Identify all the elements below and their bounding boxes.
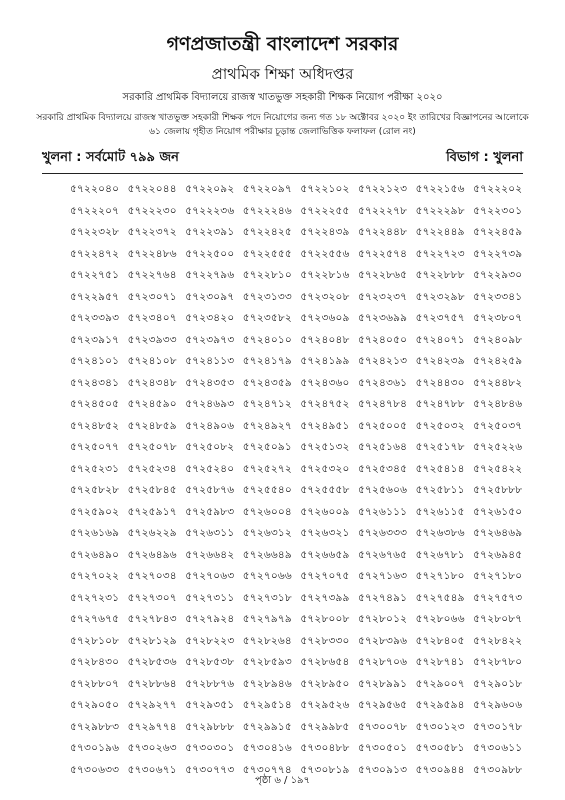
roll-number-cell: ৫৭২৫৩৪৫ — [357, 462, 408, 475]
roll-number-cell: ৫৭২২৩২৮ — [70, 226, 120, 239]
roll-number-cell: ৫৭২৫০৭৭ — [70, 441, 120, 454]
roll-number-cell: ৫৭২২৫০০ — [185, 247, 235, 260]
roll-number-cell: ৫৭২২৩৭২ — [127, 226, 177, 239]
roll-number-cell: ৫৭২৮৪২২ — [473, 634, 523, 647]
roll-number-cell: ৫৭২৪৮৫২ — [70, 419, 120, 432]
roll-number-cell: ৫৭২২৫৫৫ — [242, 247, 292, 260]
roll-number-cell: ৫৭২৪৯৫১ — [300, 419, 350, 432]
roll-number-cell: ৫৭২২২০২ — [473, 183, 523, 196]
roll-number-cell: ৫৭২৮৮৬৪ — [127, 677, 177, 690]
roll-number-cell: ৫৭২৭০৬৩ — [185, 570, 235, 583]
roll-number-cell: ৫৭২৭৫৭৩ — [473, 591, 523, 604]
roll-number-cell: ৫৭২২৭৩৯ — [473, 247, 523, 260]
roll-number-cell: ৫৭২৪০৯৮ — [473, 333, 523, 346]
roll-number-cell: ৫৭২৮০০৮ — [300, 613, 350, 626]
roll-number-cell: ৫৭২৫৫৫৮ — [300, 484, 350, 497]
roll-number-cell: ৫৭২৪৭৮৮ — [415, 398, 465, 411]
roll-number-cell: ৫৭২২৮১৬ — [300, 269, 350, 282]
roll-number-cell: ৫৭২৭৫৪৯ — [415, 591, 465, 604]
roll-number-cell: ৫৭২৭০৬৬ — [242, 570, 292, 583]
roll-number-cell: ৫৭২৯৬০৬ — [473, 699, 523, 712]
roll-number-cell: ৫৭২৩৭৫৭ — [415, 312, 465, 325]
roll-number-cell: ৫৭২৬০০৯ — [300, 505, 350, 518]
roll-number-cell: ৫৭২২৯৫৭ — [70, 290, 120, 303]
roll-number-cell: ৫৭৩০৫৮১ — [415, 742, 465, 755]
roll-number-cell: ৫৭২৪২৫৯ — [473, 355, 523, 368]
roll-number-cell: ৫৭২৪০৫০ — [357, 333, 408, 346]
roll-number-cell: ৫৭২৯৫৯৪ — [415, 699, 465, 712]
roll-number-cell: ৫৭২২৩০১ — [473, 204, 523, 217]
roll-number-cell: ৫৭২৪৩৫৩ — [185, 376, 235, 389]
roll-number-cell: ৫৭২৪৭৫২ — [300, 398, 350, 411]
roll-number-cell: ৫৭২৬২২৯ — [127, 527, 177, 540]
roll-number-cell: ৫৭২৫২২৬ — [473, 441, 523, 454]
roll-number-cell: ৫৭২২২৯৮ — [415, 204, 465, 217]
roll-number-cell: ৫৭২৬৩২১ — [300, 527, 350, 540]
roll-number-cell: ৫৭২৮৩৩০ — [300, 634, 350, 647]
roll-number-cell: ৫৭২৫৮১১ — [415, 484, 465, 497]
roll-number-cell: ৫৭৩০৬৩৩ — [70, 763, 120, 776]
header-divider — [42, 173, 523, 174]
roll-number-cell: ৫৭২৭৯৭৯ — [242, 613, 292, 626]
roll-number-cell: ৫৭২৫১৭৮ — [415, 441, 465, 454]
roll-number-cell: ৫৭২৬৩৩৩ — [357, 527, 408, 540]
roll-number-cell: ৫৭২৮২৬৪ — [242, 634, 292, 647]
roll-number-cell: ৫৭২৩০৭১ — [127, 290, 177, 303]
roll-number-cell: ৫৭২৫০৯১ — [242, 441, 292, 454]
roll-number-cell: ৫৭২৫৮৪৫ — [127, 484, 177, 497]
roll-number-cell: ৫৭২৭৯২৪ — [185, 613, 235, 626]
roll-number-cell: ৫৭২৪৬৯৩ — [185, 398, 235, 411]
roll-number-cell: ৫৭২৪১০৮ — [127, 355, 177, 368]
roll-number-cell: ৫৭২৮৭০৬ — [357, 656, 408, 669]
roll-number-cell: ৫৭২৯০০৭ — [415, 677, 465, 690]
roll-number-cell: ৫৭২৭০৩৪ — [127, 570, 177, 583]
roll-number-cell: ৫৭২৬০০৪ — [242, 505, 292, 518]
roll-number-cell: ৫৭২৬১১১ — [357, 505, 408, 518]
roll-number-cell: ৫৭২৩৯১৭ — [70, 333, 120, 346]
roll-number-cell: ৫৭২৫৪২২ — [473, 462, 523, 475]
roll-number-cell: ৫৭২২২০৭ — [70, 204, 120, 217]
roll-number-cell: ৫৭২৬৩৮৬ — [415, 527, 465, 540]
roll-number-cell: ৫৭২২৪৭২ — [70, 247, 120, 260]
roll-number-cell: ৫৭২৭১৬৩ — [357, 570, 408, 583]
district-header — [42, 148, 523, 168]
roll-number-cell: ৫৭৩০৯১৩ — [357, 763, 408, 776]
roll-number-cell: ৫৭২৪৫০৫ — [70, 398, 120, 411]
district-total-label: খুলনা : সর্বমোট ৭৯৯ জন — [42, 150, 179, 165]
roll-number-cell: ৫৭৩০১২৩ — [415, 720, 465, 733]
roll-number-cell: ৫৭২২৮৬৫ — [357, 269, 408, 282]
roll-number-cell: ৫৭৩০৫০১ — [357, 742, 408, 755]
roll-number-cell: ৫৭২২৫৭৪ — [357, 247, 408, 260]
government-title: গণপ্রজাতন্ত্রী বাংলাদেশ সরকার — [166, 33, 399, 55]
roll-number-cell: ৫৭২৭০৭৫ — [300, 570, 350, 583]
roll-number-cell: ৫৭২২০৪৪ — [127, 183, 177, 196]
roll-number-cell: ৫৭২৫০৩২ — [415, 419, 465, 432]
roll-number-cell: ৫৭২৩১৩৩ — [242, 290, 292, 303]
roll-number-cell: ৫৭২৬১১৫ — [415, 505, 465, 518]
roll-number-cell: ৫৭২৮৮০৭ — [70, 677, 120, 690]
roll-number-cell: ৫৭২৮৮৭৬ — [185, 677, 235, 690]
roll-number-cell: ৫৭২২২৫৫ — [300, 204, 350, 217]
roll-number-cell: ৫৭২৬৩১১ — [185, 527, 235, 540]
roll-number-cell: ৫৭২৮৫৩৮ — [185, 656, 235, 669]
roll-number-cell: ৫৭২২২৭৮ — [357, 204, 408, 217]
roll-number-cell: ৫৭২২২৩৬ — [185, 204, 235, 217]
roll-number-cell: ৫৭২৩৩৯৩ — [70, 312, 120, 325]
roll-number-cell: ৫৭২৭৩১১ — [185, 591, 235, 604]
roll-number-cell: ৫৭২৯৫১৪ — [242, 699, 292, 712]
roll-number-cell: ৫৭২২৭৫১ — [70, 269, 120, 282]
roll-number-cell: ৫৭২২১০২ — [300, 183, 350, 196]
roll-number-cell: ৫৭২৫৬০৬ — [357, 484, 408, 497]
roll-number-cell: ৫৭২২৭৬৪ — [127, 269, 177, 282]
roll-number-cell: ৫৭২৯২৭৭ — [127, 699, 177, 712]
roll-number-cell: ৫৭২৯০৫০ — [70, 699, 120, 712]
roll-number-cell: ৫৭২৮২২৩ — [185, 634, 235, 647]
roll-number-cell: ৫৭২৮৩৯৬ — [357, 634, 408, 647]
roll-number-cell: ৫৭২৫০০৫ — [357, 419, 408, 432]
roll-number-cell: ৫৭২৩৬০৯ — [300, 312, 350, 325]
roll-number-cell: ৫৭২৭৪৯১ — [357, 591, 408, 604]
roll-number-cell: ৫৭২৬৪৯০ — [70, 548, 120, 561]
roll-number-cell: ৫৭২৯৫২৬ — [300, 699, 350, 712]
roll-number-cell: ৫৭২৫১৩২ — [300, 441, 350, 454]
roll-number-cell: ৫৭২৪১১৩ — [185, 355, 235, 368]
roll-number-cell: ৫৭২২৪২৫ — [242, 226, 292, 239]
roll-number-cell: ৫৭২২২৩০ — [127, 204, 177, 217]
roll-number-cell: ৫৭৩০৮১৯ — [300, 763, 350, 776]
roll-number-cell: ৫৭৩০৬৭১ — [127, 763, 177, 776]
roll-number-cell: ৫৭২২৮৮৮ — [415, 269, 465, 282]
roll-number-cell: ৫৭২২০৯২ — [185, 183, 235, 196]
roll-number-cell: ৫৭২৪০১০ — [242, 333, 292, 346]
roll-number-cell: ৫৭২৯৯১৫ — [242, 720, 292, 733]
roll-number-cell: ৫৭২৮৭৮০ — [473, 656, 523, 669]
roll-number-cell: ৫৭২৪৮৫৯ — [127, 419, 177, 432]
roll-number-cell: ৫৭২২৪৫৯ — [473, 226, 523, 239]
roll-number-cell: ৫৭২৬৪৯৬ — [127, 548, 177, 561]
roll-number-cell: ৫৭২৪১৭৯ — [242, 355, 292, 368]
roll-number-cell: ৫৭২৫২৩৪ — [127, 462, 177, 475]
page-number: পৃষ্ঠা ৬ / ১৯৭ — [254, 775, 311, 786]
roll-number-cell: ৫৭২৩৩৪১ — [473, 290, 523, 303]
roll-number-cell: ৫৭২২০৯৭ — [242, 183, 292, 196]
roll-number-cell: ৫৭২৮৯৯১ — [357, 677, 408, 690]
roll-number-cell: ৫৭২৪৩৫৯ — [242, 376, 292, 389]
roll-number-cell: ৫৭২৩৯৭৩ — [185, 333, 235, 346]
roll-number-cell: ৫৭২২৪৩৯ — [300, 226, 350, 239]
roll-number-cell: ৫৭২৪২৩৯ — [415, 355, 465, 368]
roll-number-cell: ৫৭২৪০৭১ — [415, 333, 465, 346]
roll-number-cell: ৫৭২৬৪৬৯ — [473, 527, 523, 540]
roll-number-cell: ৫৭২৫২৩১ — [70, 462, 120, 475]
roll-number-cell: ৫৭৩০৬১১ — [473, 742, 523, 755]
roll-number-cell: ৫৭২৩২৩৭ — [357, 290, 408, 303]
roll-number-cell: ৫৭২৪১০১ — [70, 355, 120, 368]
roll-number-cell: ৫৭২২৮১০ — [242, 269, 292, 282]
roll-number-cell: ৫৭২৯৫৬৫ — [357, 699, 408, 712]
roll-number-cell: ৫৭২৮৫৯৩ — [242, 656, 292, 669]
roll-number-cell: ৫৭২৫১৬৪ — [357, 441, 408, 454]
roll-number-cell: ৫৭২৮১০৮ — [70, 634, 120, 647]
roll-number-cell: ৫৭২৬৬৪৯ — [242, 548, 292, 561]
roll-number-cell: ৫৭২২৫৫৬ — [300, 247, 350, 260]
roll-number-cell: ৫৭২৪৪৮২ — [473, 376, 523, 389]
roll-number-cell: ৫৭২৭৬৭৫ — [70, 613, 120, 626]
roll-number-cell: ৫৭২৩২৯৮ — [415, 290, 465, 303]
roll-number-cell: ৫৭২৪৯২৭ — [242, 419, 292, 432]
roll-number-cell: ৫৭২৮০৮৭ — [473, 613, 523, 626]
roll-number-cell: ৫৭২৩৬৯৯ — [357, 312, 408, 325]
roll-number-cell: ৫৭২৯৯৮৫ — [300, 720, 350, 733]
roll-number-cell: ৫৭২২৪৮৬ — [127, 247, 177, 260]
roll-number-cell: ৫৭২২৯৩০ — [473, 269, 523, 282]
roll-number-cell: ৫৭২৪৭৮৪ — [357, 398, 408, 411]
roll-number-cell: ৫৭২৫২৪০ — [185, 462, 235, 475]
roll-number-cell: ৫৭২৪৩৪৮ — [127, 376, 177, 389]
division-label: বিভাগ : খুলনা — [446, 150, 523, 165]
roll-number-cell: ৫৭২৬৬৪২ — [185, 548, 235, 561]
roll-number-cell: ৫৭২২৭৯৬ — [185, 269, 235, 282]
roll-number-cell: ৫৭২৯৩৫১ — [185, 699, 235, 712]
roll-number-cell: ৫৭৩০০৭৮ — [357, 720, 408, 733]
roll-number-cell: ৫৭৩০১৯৬ — [70, 742, 120, 755]
roll-number-cell: ৫৭২৪৩৬১ — [357, 376, 408, 389]
roll-number-cell: ৫৭৩০৯৮৮ — [473, 763, 523, 776]
roll-number-cell: ৫৭২২৭২৩ — [415, 247, 465, 260]
roll-number-cell: ৫৭২৫০৮২ — [185, 441, 235, 454]
roll-number-cell: ৫৭২৯০১৮ — [473, 677, 523, 690]
roll-number-cell: ৫৭২৯৮৮৩ — [70, 720, 120, 733]
roll-number-cell: ৫৭৩০৪১৬ — [242, 742, 292, 755]
roll-number-cell: ৫৭২৮৯৫০ — [300, 677, 350, 690]
roll-number-cell: ৫৭২৮৪০৫ — [415, 634, 465, 647]
roll-number-cell: ৫৭২৬৬৫৯ — [300, 548, 350, 561]
roll-number-cell: ৫৭২৫৫৪০ — [242, 484, 292, 497]
roll-number-cell: ৫৭৩০৪৮৮ — [300, 742, 350, 755]
roll-number-cell: ৫৭২৪৪৩০ — [415, 376, 465, 389]
roll-number-cell: ৫৭২৭০২২ — [70, 570, 120, 583]
roll-number-cell: ৫৭২৪০৪৮ — [300, 333, 350, 346]
result-description: সরকারি প্রাথমিক বিদ্যালয়ে রাজস্ব খাতভুক্ত সহকারী শিক্ষক পদে নিয়োগের জন্য গত ১৮ অক্টোবর ২০২০ ইং তারিখের বিজ্ঞাপনের আলোকে ৬১ জেলায় গৃহীত নিয়োগ পরীক্ষার চূড়ান্ত জেলাভিত্তিক ফলাফল (রোল নং) — [36, 113, 529, 137]
roll-number-cell: ৫৭২২৪৪৮ — [357, 226, 408, 239]
roll-number-cell: ৫৭২৭৩০৭ — [127, 591, 177, 604]
roll-number-cell: ৫৭২৩৫৮২ — [242, 312, 292, 325]
roll-number-grid — [70, 180, 532, 782]
roll-number-cell: ৫৭২৫৯০২ — [70, 505, 120, 518]
roll-number-cell: ৫৭২৮০৬৬ — [415, 613, 465, 626]
roll-number-cell: ৫৭২৬১৫০ — [473, 505, 523, 518]
roll-number-cell: ৫৭২৬৭৬৫ — [357, 548, 408, 561]
roll-number-cell: ৫৭২৭১৮০ — [473, 570, 523, 583]
roll-number-cell: ৫৭২৮৬৫৪ — [300, 656, 350, 669]
roll-number-cell: ৫৭২৭৩১৮ — [242, 591, 292, 604]
roll-number-cell: ৫৭২৪৩৬০ — [300, 376, 350, 389]
roll-number-cell: ৫৭২৫৮৭৬ — [185, 484, 235, 497]
roll-number-cell: ৫৭৩০৯৪৪ — [415, 763, 465, 776]
roll-number-cell: ৫৭২৮০১২ — [357, 613, 408, 626]
roll-number-cell: ৫৭২৫২৭২ — [242, 462, 292, 475]
roll-number-cell: ৫৭২৫০৩৭ — [473, 419, 523, 432]
roll-number-cell: ৫৭২৭৩৯৯ — [300, 591, 350, 604]
roll-number-cell: ৫৭২৪২১৩ — [357, 355, 408, 368]
roll-number-cell: ৫৭৩০৭৭৪ — [242, 763, 292, 776]
roll-number-cell: ৫৭২৭১৮০ — [415, 570, 465, 583]
roll-number-cell: ৫৭২৩৪২০ — [185, 312, 235, 325]
roll-number-cell: ৫৭২২৩৯১ — [185, 226, 235, 239]
roll-number-cell: ৫৭২৩৪০৭ — [127, 312, 177, 325]
roll-number-cell: ৫৭৩০২৬৩ — [127, 742, 177, 755]
roll-number-cell: ৫৭২৭২৩১ — [70, 591, 120, 604]
roll-number-cell: ৫৭২২০৪০ — [70, 183, 120, 196]
roll-number-cell: ৫৭২৮১২৯ — [127, 634, 177, 647]
roll-number-cell: ৫৭২৭৮৪৩ — [127, 613, 177, 626]
roll-number-cell: ৫৭২৪৯০৬ — [185, 419, 235, 432]
roll-number-cell: ৫৭২৩৯৩৩ — [127, 333, 177, 346]
roll-number-cell: ৫৭২৫৪১৪ — [415, 462, 465, 475]
roll-number-cell: ৫৭২৫৯১৭ — [127, 505, 177, 518]
roll-number-cell: ৫৭২৬৩১২ — [242, 527, 292, 540]
roll-number-cell: ৫৭২৫৮৮৮ — [473, 484, 523, 497]
roll-number-cell: ৫৭২৯৮৮৮ — [185, 720, 235, 733]
roll-number-cell: ৫৭২২৪৪৯ — [415, 226, 465, 239]
roll-number-cell: ৫৭২৬১৬৯ — [70, 527, 120, 540]
roll-number-cell: ৫৭২২১৫৬ — [415, 183, 465, 196]
roll-number-cell: ৫৭২৮৪৩০ — [70, 656, 120, 669]
roll-number-cell: ৫৭২৮৫৩৬ — [127, 656, 177, 669]
roll-number-cell: ৫৭২৩৮০৭ — [473, 312, 523, 325]
roll-number-cell: ৫৭২৪১৯৯ — [300, 355, 350, 368]
roll-number-cell: ৫৭৩০৩০১ — [185, 742, 235, 755]
roll-number-cell: ৫৭২২১২৩ — [357, 183, 408, 196]
department-title: প্রাথমিক শিক্ষা অধিদপ্তর — [211, 65, 354, 83]
roll-number-cell: ৫৭৩০১৭৮ — [473, 720, 523, 733]
roll-number-cell: ৫৭২৬৭৮১ — [415, 548, 465, 561]
roll-number-cell: ৫৭২৯৭৭৪ — [127, 720, 177, 733]
roll-number-cell: ৫৭২৬৯৪৫ — [473, 548, 523, 561]
roll-number-cell: ৫৭২৫৯৮৩ — [185, 505, 235, 518]
roll-number-cell: ৫৭২৮৭৪১ — [415, 656, 465, 669]
roll-number-cell: ৫৭৩০৭৭৩ — [185, 763, 235, 776]
roll-number-cell: ৫৭২৮৯৪৬ — [242, 677, 292, 690]
roll-number-cell: ৫৭২৪৮৪৬ — [473, 398, 523, 411]
roll-number-cell: ৫৭২৪৭১২ — [242, 398, 292, 411]
roll-number-cell: ৫৭২৩০৯৭ — [185, 290, 235, 303]
roll-number-cell: ৫৭২৫০৭৮ — [127, 441, 177, 454]
roll-number-cell: ৫৭২৫৮২৮ — [70, 484, 120, 497]
roll-number-cell: ৫৭২৫৩২০ — [300, 462, 350, 475]
roll-number-cell: ৫৭২৩২০৮ — [300, 290, 350, 303]
exam-title: সরকারি প্রাথমিক বিদ্যালয়ে রাজস্ব খাতভুক্ত সহকারী শিক্ষক নিয়োগ পরীক্ষা ২০২০ — [122, 92, 443, 103]
roll-number-cell: ৫৭২২২৪৬ — [242, 204, 292, 217]
roll-number-cell: ৫৭২৪৫৯০ — [127, 398, 177, 411]
roll-number-cell: ৫৭২৪৩৪১ — [70, 376, 120, 389]
